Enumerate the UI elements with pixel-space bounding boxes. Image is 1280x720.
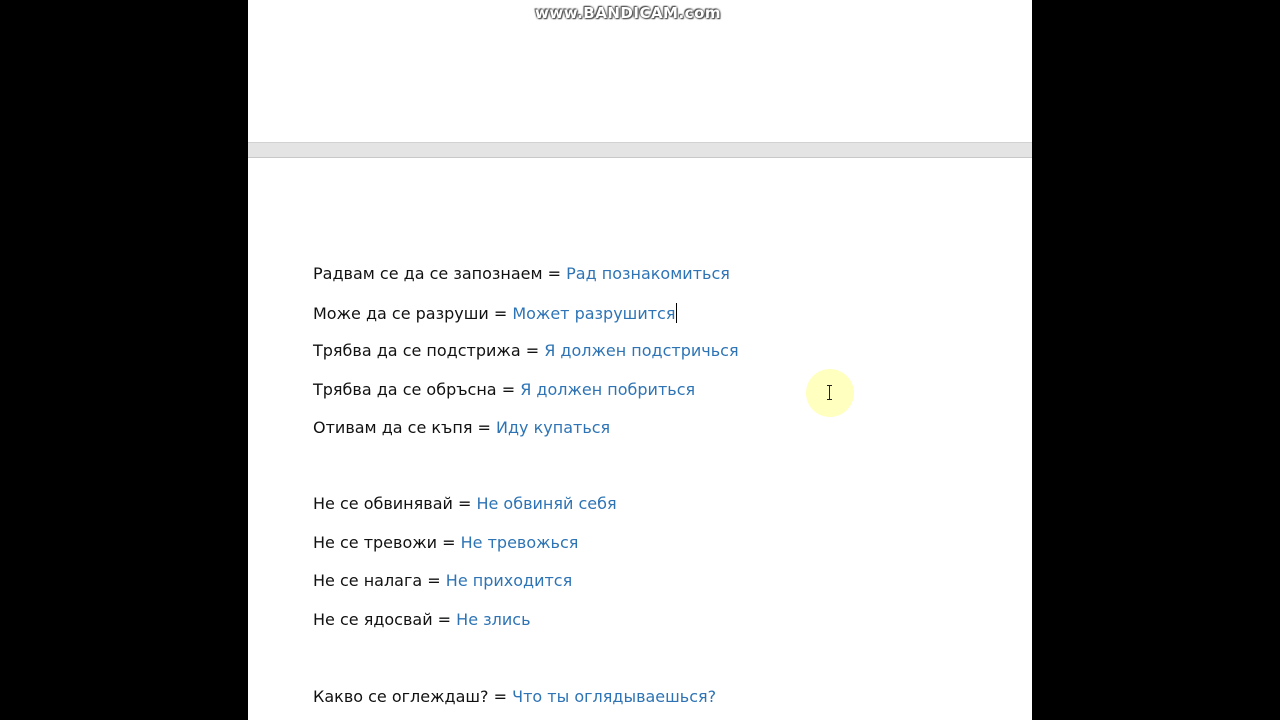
bulgarian-phrase: Не се налага = — [313, 571, 446, 590]
ibeam-cursor-icon — [827, 385, 833, 401]
bulgarian-phrase: Трябва да се подстрижа = — [313, 341, 545, 360]
bulgarian-phrase: Трябва да се обръсна = — [313, 380, 521, 399]
text-caret — [676, 303, 677, 323]
phrase-line[interactable] — [313, 341, 739, 361]
page-separator — [248, 142, 1032, 158]
phrase-line[interactable] — [313, 610, 531, 630]
bandicam-watermark: www.BANDICAM.com — [535, 4, 722, 22]
russian-translation: Может разрушится — [512, 304, 676, 323]
russian-translation: Не злись — [456, 610, 531, 629]
russian-translation: Рад познакомиться — [566, 264, 730, 283]
bulgarian-phrase: Какво се оглеждаш? = — [313, 687, 513, 706]
phrase-line[interactable] — [313, 303, 677, 324]
russian-translation: Не тревожься — [460, 533, 579, 552]
phrase-line[interactable] — [313, 533, 578, 553]
phrase-line[interactable] — [313, 264, 730, 284]
phrase-line[interactable] — [313, 687, 716, 707]
document-page[interactable] — [248, 158, 1032, 720]
russian-translation: Не приходится — [445, 571, 573, 590]
bulgarian-phrase: Радвам се да се запознаем = — [313, 264, 567, 283]
phrase-line[interactable] — [313, 380, 695, 400]
russian-translation: Иду купаться — [496, 418, 611, 437]
bulgarian-phrase: Не се ядосвай = — [313, 610, 457, 629]
russian-translation: Я должен побриться — [520, 380, 696, 399]
russian-translation: Не обвиняй себя — [476, 494, 617, 513]
phrase-line[interactable] — [313, 571, 572, 591]
phrase-line[interactable] — [313, 418, 610, 438]
bulgarian-phrase: Може да се разруши = — [313, 304, 513, 323]
russian-translation: Я должен подстричься — [544, 341, 739, 360]
phrase-line[interactable] — [313, 494, 617, 514]
bulgarian-phrase: Не се тревожи = — [313, 533, 461, 552]
bulgarian-phrase: Отивам да се къпя = — [313, 418, 497, 437]
bulgarian-phrase: Не се обвинявай = — [313, 494, 477, 513]
russian-translation: Что ты оглядываешься? — [512, 687, 717, 706]
